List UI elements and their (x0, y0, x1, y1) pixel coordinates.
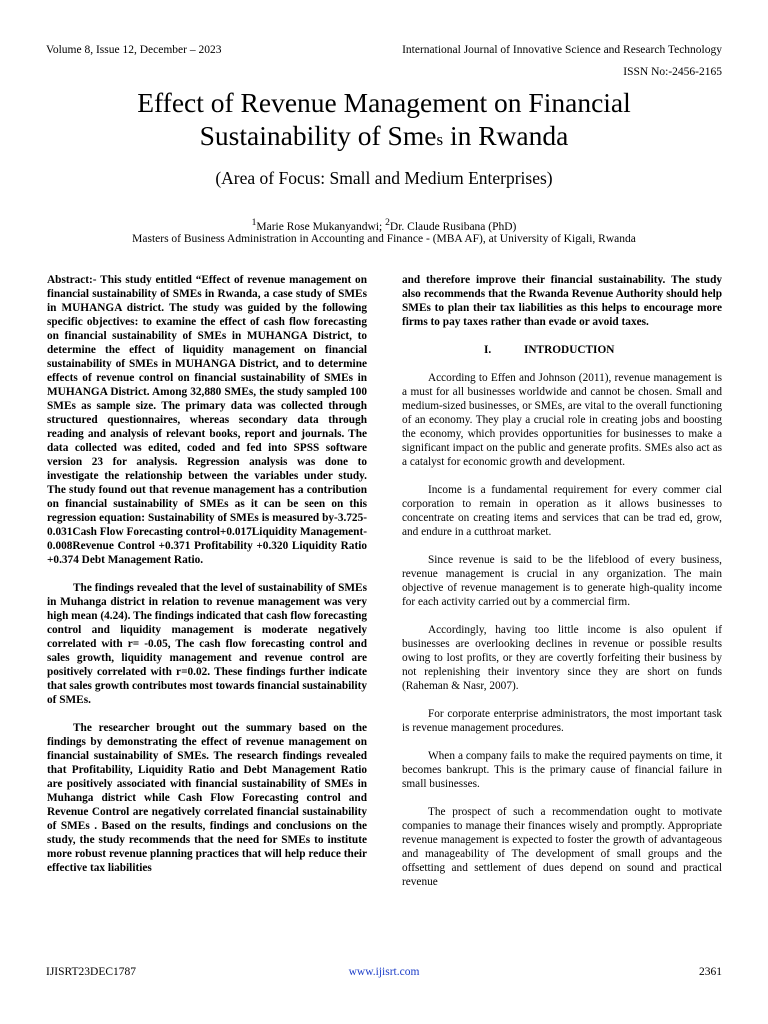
abstract-paragraph-2: The findings revealed that the level of sustainability of SMEs in Muhanga district in relation to revenue management was very high mean (4.24). The findings indicated that cash flow forecasting control and liquidity management is moderate negatively correlated with r= -0.05, The cash flow forecasting control and sales growth, liquidity management and revenue control are positively correlated with r=0.02. These findings further indicate that sales growth contributes most towards financial sustainability of SMEs. (47, 582, 367, 706)
title-line-2b: in Rwanda (443, 120, 569, 151)
author-1-sup: 1 (251, 217, 257, 228)
affiliation: Masters of Business Administration in Accounting and Finance - (MBA AF), at University of Kigali, Rwanda (132, 233, 636, 245)
author-2: Dr. Claude Rusibana (PhD) (389, 220, 517, 233)
intro-paragraph: When a company fails to make the required payments on time, it becomes bankrupt. This is the primary cause of financial failure in small businesses. (402, 750, 722, 790)
intro-paragraph: For corporate enterprise administrators, the most important task is revenue management procedures. (402, 708, 722, 734)
right-column (402, 273, 722, 889)
intro-paragraph: The prospect of such a recommendation ought to motivate companies to manage their finances wisely and promptly. Appropriate revenue management is expected to foster the growth of advantageous and manageability of The development of small groups and the offsetting and settlement of dues depend on sound and practical revenue (402, 806, 722, 888)
section-title: INTRODUCTION (524, 344, 615, 356)
intro-paragraph: Accordingly, having too little income is also opulent if businesses are overlooking declines in revenue or possible results owing to lost profits, or they are covertly forfeiting their business by not replenishing their inventory since they are short on funds (Raheman & Nasr, 2007). (402, 624, 722, 692)
abstract-paragraph-3-continued: and therefore improve their financial sustainability. The study also recommends that the Rwanda Revenue Authority should help SMEs to plan their tax liabilities as this helps to encourage more firms to pay taxes rather than evade or avoid taxes. (402, 274, 722, 328)
title-line-1: Effect of Revenue Management on Financial (137, 87, 631, 118)
abstract-paragraph-1: Abstract:- This study entitled “Effect of revenue management on financial sustainability of SMEs in Rwanda, a case study of SMEs in MUHANGA district. The study was guided by the following specific objectives: to examine the effect of cash flow forecasting on financial sustainability of SMEs in MUHANGA District, to determine the effect of liquidity management on financial sustainability of SMEs in MUHANGA District, and to determine effects of revenue control on financial sustainability of SMEs in MUHANGA District. Among 32,880 SMEs, the study sampled 100 SMEs as sample size. The primary data was collected through structured questionnaires, whereas secondary data through reading and analysis of relevant books, report and journals. The data collected was edited, coded and fed into SPSS software version 23 for analysis. Regression analysis was done to investigate the relationship between the variables under study. The study found out that revenue management has a contribution on financial sustainability of SMEs as it can be seen on this regression equation: Sustainability of SMEs is measured by-3.725-0.031Cash Flow Forecasting control+0.017Liquidity Management-0.008Revenue Control +0.371 Profitability +0.320 Liquidity Ratio +0.374 Debt Management Ratio. (47, 274, 367, 566)
abstract-paragraph-3: The researcher brought out the summary based on the findings by demonstrating the effect of revenue management on financial sustainability of SMEs. The research findings revealed that Profitability, Liquidity Ratio and Debt Management Ratio are positively associated with financial sustainability of SMEs in Muhanga district while Cash Flow Forecasting control and Revenue Control are negatively correlated financial sustainability of SMEs . Based on the results, findings and conclusions on the study, the study recommends that the need for SMEs to institute more robust revenue planning practices that will help reduce their effective tax liabilities (47, 722, 367, 874)
title-line-2-sub: s (436, 130, 444, 149)
left-column (47, 273, 367, 875)
author-list (40, 217, 728, 233)
volume-info: Volume 8, Issue 12, December – 2023 (46, 44, 222, 56)
intro-paragraph: According to Effen and Johnson (2011), revenue management is a must for all businesses worldwide and cannot be chosen. Small and medium-sized businesses, or SMEs, are vital to the overall functioning of an economy. They play a crucial role in creating jobs and boosting the economy, which provides opportunities for businesses to make a significant impact on the public and generate profits. SMEs also act as a catalyst for economic growth and development. (402, 372, 722, 468)
paper-subtitle: (Area of Focus: Small and Medium Enterprises) (215, 168, 553, 188)
intro-paragraph: Income is a fundamental requirement for every commer cial corporation to remain in operation as it allows businesses to concentrate on creating items and services that can be trad ed, grow, and endure in a cutthroat market. (402, 484, 722, 538)
author-1: Marie Rose Mukanyandwi; (256, 220, 386, 233)
section-number: I. (484, 344, 492, 356)
page-number: 2361 (699, 966, 722, 978)
journal-website-link[interactable]: www.ijisrt.com (348, 966, 420, 978)
journal-name: International Journal of Innovative Science and Research Technology (402, 44, 722, 56)
paper-title (40, 86, 728, 152)
issn: ISSN No:-2456-2165 (623, 66, 722, 78)
author-2-sup: 2 (385, 217, 390, 228)
paper-code: IJISRT23DEC1787 (46, 966, 137, 978)
section-heading-introduction (402, 343, 722, 357)
intro-paragraph: Since revenue is said to be the lifeblood of every business, revenue management is crucial in any organization. The main objective of revenue management is to generate high-quality income for each activity carried out by a commercial firm. (402, 554, 722, 608)
title-line-2a: Sustainability of Sme (199, 120, 437, 151)
